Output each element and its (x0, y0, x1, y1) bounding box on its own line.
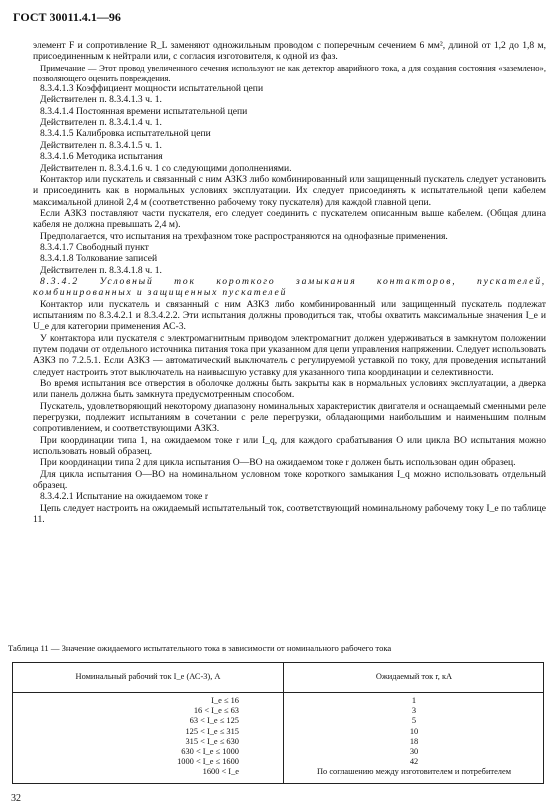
table-cell: 42 (409, 757, 419, 767)
paragraph: Если АЗКЗ поставляют части пускателя, его следует соединить с пускателем описанным выше кабелем. (Общая длина кабеля не должна превышать 2,4 м). (33, 207, 546, 231)
document-body (33, 40, 546, 526)
table-cell: 16 < I_e ≤ 63 (193, 706, 239, 716)
clause-heading: 8.3.4.1.8 Толкование записей (40, 253, 158, 265)
paragraph: Предполагается, что испытания на трехфазном токе распространяются на однофазные применения. (40, 230, 448, 242)
table-cell: 5 (411, 716, 417, 726)
table-cell: 3 (411, 706, 417, 716)
table-column-expected-current (283, 696, 545, 778)
table-header-rated-current: Номинальный рабочий ток I_e (АС-3), А (75, 672, 221, 681)
paragraph: Контактор или пускатель и связанный с ним АЗКЗ либо комбинированный или защищенный пускатель подлежат испытаниям по 8.3.4.2.1 и 8.3.4.2.2. Эти испытания должны проводиться так, чтобы охватить максимальные значения I_e и U_e для категории применения АС-3. (33, 298, 546, 333)
standard-header: ГОСТ 30011.4.1—96 (13, 10, 121, 24)
paragraph: Пускатель, удовлетворяющий некоторому диапазону номинальных характеристик двигателя и оснащаемый сменными реле перегрузки, подлежит испытаниям в сочетании с реле перегрузки, обладающими наибольшим и наименьшим полным сопротивлением, и соответствующими АЗКЗ. (33, 400, 546, 435)
table-caption: Таблица 11 — Значение ожидаемого испытательного тока в зависимости от номинального рабочего тока (8, 643, 392, 653)
note-paragraph: Примечание — Этот провод увеличенного сечения используют не как детектор аварийного тока, а для создания состояния «заземлено», позволяющего оценить повреждения. (33, 62, 546, 83)
table-cell: 125 < I_e ≤ 315 (185, 726, 239, 736)
table-cell: 30 (409, 747, 419, 757)
paragraph: Для цикла испытания О—ВО на номинальном условном токе короткого замыкания I_q можно использовать отдельный образец. (33, 468, 546, 492)
table-cell: 1 (411, 696, 417, 705)
table-header-expected-current: Ожидаемый ток r, кА (375, 672, 453, 681)
clause-heading: 8.3.4.1.4 Постоянная времени испытательной цепи (40, 105, 248, 117)
clause-heading: 8.3.4.1.7 Свободный пункт (40, 241, 149, 253)
table-cell: 18 (409, 736, 419, 746)
clause-heading: 8.3.4.1.3 Коэффициент мощности испытательной цепи (40, 83, 264, 95)
table-cell: I_e ≤ 16 (211, 696, 239, 705)
clause-heading: 8.3.4.1.5 Калибровка испытательной цепи (40, 128, 211, 140)
paragraph: Контактор или пускатель и связанный с ним АЗКЗ либо комбинированный или защищенный пускатель следует установить и присоединить как в нормальных условиях эксплуатации. Их следует присоединять к испытательной цепи кабелем максимальной длиной 2,4 м (соответственно рабочему току пускателя) для каждой главной цепи. (33, 173, 546, 208)
table-cell: 63 < I_e ≤ 125 (189, 716, 239, 726)
table-divider (13, 692, 543, 693)
paragraph: При координации типа 1, на ожидаемом токе r или I_q, для каждого срабатывания О или цикла ВО испытания можно использовать новый образец. (33, 434, 546, 458)
table-cell: 1000 < I_e ≤ 1600 (177, 757, 239, 767)
table-cell: 10 (409, 726, 419, 736)
paragraph: Действителен п. 8.3.4.1.3 ч. 1. (40, 94, 162, 106)
page-number: 32 (11, 793, 21, 804)
clause-heading: 8.3.4.2 Условный ток короткого замыкания контакторов, пускателей, комбинированных и защищенных пускателей (33, 275, 546, 299)
current-table (12, 662, 544, 784)
paragraph: Цепь следует настроить на ожидаемый испытательный ток, соответствующий номинальному рабочему току I_e по таблице 11. (33, 502, 546, 526)
table-column-rated-current (13, 696, 239, 778)
paragraph: Действителен п. 8.3.4.1.5 ч. 1. (40, 139, 162, 151)
paragraph: При координации типа 2 для цикла испытания О—ВО на ожидаемом токе r должен быть использован один образец. (40, 457, 516, 469)
paragraph: Действителен п. 8.3.4.1.4 ч. 1. (40, 117, 162, 129)
clause-heading: 8.3.4.1.6 Методика испытания (40, 151, 163, 163)
table-cell: 315 < I_e ≤ 630 (185, 736, 239, 746)
paragraph: Действителен п. 8.3.4.1.6 ч. 1 со следующими дополнениями. (40, 162, 292, 174)
paragraph: элемент F и сопротивление R_L заменяют одножильным проводом с поперечным сечением 6 мм², длиной от 1,2 до 1,8 м, присоединенным к нейтрали или, с согласия изготовителя, к одной из фаз. (33, 40, 546, 63)
table-cell: 1600 < I_e (202, 767, 239, 777)
table-cell: 630 < I_e ≤ 1000 (181, 747, 239, 757)
table-cell: По соглашению между изготовителем и потребителем (316, 767, 512, 777)
paragraph: Во время испытания все отверстия в оболочке должны быть закрыты как в нормальных условиях эксплуатации, а дверка или панель должна быть замкнута предусмотренным способом. (33, 378, 546, 401)
clause-heading: 8.3.4.2.1 Испытание на ожидаемом токе r (40, 491, 209, 503)
paragraph: Действителен п. 8.3.4.1.8 ч. 1. (40, 264, 162, 276)
paragraph: У контактора или пускателя с электромагнитным приводом электромагнит должен удерживаться в замкнутом положении путем подачи от отдельного источника питания тока при указанном для цепи управления напряжении. Следует использовать АЗКЗ по 7.2.5.1. Если АЗКЗ — автоматический выключатель с регулируемой уставкой по току, для проведения испытаний следует настроить этот выключатель на наивысшую уставку для указанного типа координации и селективности. (33, 332, 546, 378)
